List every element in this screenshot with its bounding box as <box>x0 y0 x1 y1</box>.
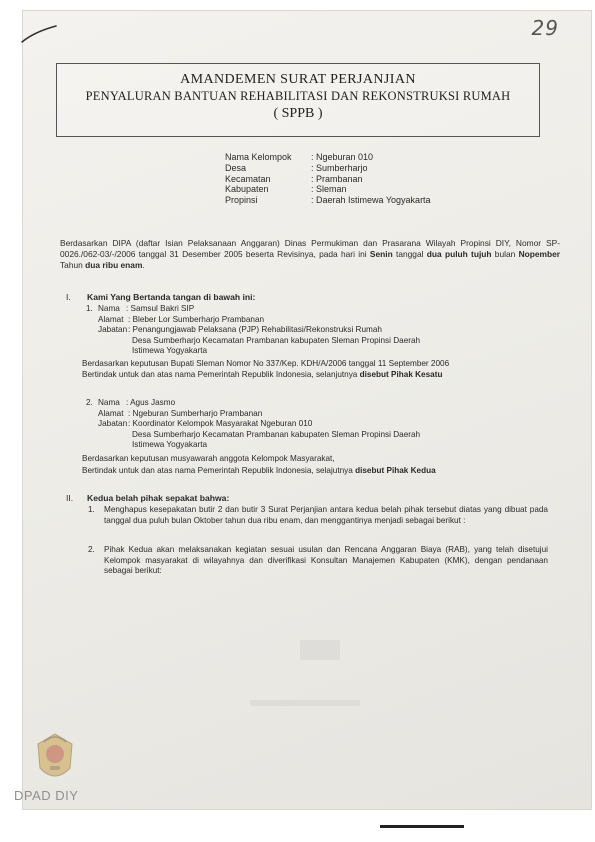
section-number: II. <box>66 493 74 503</box>
item-text: Pihak Kedua akan melaksanakan kegiatan sesuai usulan dan Rencana Anggaran Biaya (RAB), yang telah disetujui Kelompok masyarakat di wilayahnya dan diverifikasi Konsultan Manajemen Kabupaten (KMK), dengan pendanaan sebagai berikut: <box>104 545 548 576</box>
title-line-2: PENYALURAN BANTUAN REHABILITASI DAN REKONSTRUKSI RUMAH <box>85 89 511 103</box>
item-text: Menghapus kesepakatan butir 2 dan butir 3 Surat Perjanjian antara kedua belah pihak tersebut diatas yang dibuat pada tanggal dua puluh bulan Oktober tahun dua ribu enam, dan menggantinya menjadi sebagai berikut : <box>104 505 548 525</box>
field-label: Nama <box>98 398 120 407</box>
watermark: DPAD DIY <box>14 788 79 803</box>
acting-text: Bertindak untuk dan atas nama Pemerintah Republik Indonesia, selanjutnya <box>82 370 360 379</box>
info-label: Nama Kelompok <box>225 152 292 162</box>
field-value: Desa Sumberharjo Kecamatan Prambanan kabupaten Sleman Propinsi Daerah <box>132 335 421 345</box>
section-2-heading <box>66 493 229 503</box>
bleed-through-mark <box>300 640 340 660</box>
field-value: Istimewa Yogyakarta <box>132 346 208 356</box>
info-row <box>225 152 431 163</box>
info-row <box>225 163 431 174</box>
section-heading-text: Kedua belah pihak sepakat bahwa: <box>87 493 230 503</box>
field-value: : Bleber Lor Sumberharjo Prambanan <box>128 314 265 324</box>
dpad-seal-icon <box>30 730 80 786</box>
party-2-basis: Berdasarkan keputusan musyawarah anggota Kelompok Masyarakat, <box>82 454 335 463</box>
intro-month: Nopember <box>518 249 560 259</box>
info-value: : Daerah Istimewa Yogyakarta <box>311 195 431 206</box>
info-row <box>225 174 431 185</box>
info-value: : Sleman <box>311 184 347 195</box>
section-number: I. <box>66 292 71 302</box>
intro-day: Senin <box>369 249 393 259</box>
party-2 <box>88 398 488 451</box>
field-value: Desa Sumberharjo Kecamatan Prambanan kabupaten Sleman Propinsi Daerah <box>132 429 421 439</box>
bleed-through-mark <box>250 700 360 706</box>
title-line-1: AMANDEMEN SURAT PERJANJIAN <box>180 72 416 87</box>
intro-date: dua puluh tujuh <box>426 249 492 259</box>
intro-text: . <box>142 260 145 270</box>
field-label: Jabatan <box>98 325 128 335</box>
field-value: : Samsul Bakri SIP <box>126 304 195 313</box>
party-1-acting <box>82 370 542 381</box>
pen-stroke-mark <box>20 22 60 46</box>
info-row <box>225 195 431 206</box>
item-number: 1. <box>88 505 95 514</box>
party-row <box>88 430 488 441</box>
field-value: : Penangungjawab Pelaksana (PJP) Rehabilitasi/Rekonstruksi Rumah <box>128 325 382 335</box>
party-1 <box>88 304 488 357</box>
party-2-acting <box>82 466 542 477</box>
party-row <box>88 419 488 430</box>
field-value: Istimewa Yogyakarta <box>132 440 208 450</box>
party-row <box>88 409 488 420</box>
info-label: Kecamatan <box>225 173 271 184</box>
info-value: : Sumberharjo <box>311 162 368 173</box>
info-value: : Ngeburan 010 <box>311 152 374 162</box>
party-number: 1. <box>86 304 93 313</box>
intro-text: tanggal <box>392 249 427 259</box>
intro-text: Berdasarkan DIPA (daftar Isian Pelaksanaan Anggaran) Dinas Permukiman dan Prasarana Wilayah Propinsi DIY, Nomor SP-0026./062-03/-/2006 tanggal 31 Desember 2005 beserta Revisinya, pada hari ini <box>60 238 560 259</box>
bottom-rule <box>380 825 464 828</box>
field-label: Alamat <box>98 408 124 418</box>
agreement-item <box>88 545 548 577</box>
intro-text: bulan <box>491 249 519 259</box>
acting-role: disebut Pihak Kedua <box>355 466 436 475</box>
group-info <box>225 152 431 206</box>
intro-paragraph <box>60 238 560 271</box>
title-line-3: ( SPPB ) <box>273 106 323 121</box>
section-1-heading <box>66 292 255 302</box>
acting-role: disebut Pihak Kesatu <box>359 370 443 379</box>
party-row <box>88 440 488 451</box>
party-row <box>88 315 488 326</box>
field-label: Jabatan <box>98 419 128 429</box>
party-row <box>88 398 488 409</box>
party-row <box>88 325 488 336</box>
party-row <box>88 336 488 347</box>
info-label: Kabupaten <box>225 184 269 195</box>
acting-text: Bertindak untuk dan atas nama Pemerintah Republik Indonesia, selajutnya <box>82 466 356 475</box>
intro-text: Tahun <box>60 260 86 270</box>
field-value: : Agus Jasmo <box>126 398 176 407</box>
party-1-basis: Berdasarkan keputusan Bupati Sleman Nomor No 337/Kep. KDH/A/2006 tanggal 11 September 2006 <box>82 359 450 368</box>
section-heading-text: Kami Yang Bertanda tangan di bawah ini: <box>87 292 256 302</box>
field-label: Alamat <box>98 314 124 324</box>
info-value: : Prambanan <box>311 173 363 184</box>
field-label: Nama <box>98 304 120 313</box>
page-number: 29 <box>531 16 559 40</box>
info-row <box>225 184 431 195</box>
party-row <box>88 346 488 357</box>
info-label: Propinsi <box>225 195 258 206</box>
item-number: 2. <box>88 545 95 554</box>
info-label: Desa <box>225 162 247 173</box>
party-row <box>88 304 488 315</box>
title-box <box>56 63 540 137</box>
party-number: 2. <box>86 398 93 407</box>
agreement-item <box>88 505 548 526</box>
field-value: : Koordinator Kelompok Masyarakat Ngeburan 010 <box>128 419 313 429</box>
intro-year: dua ribu enam <box>85 260 143 270</box>
field-value: : Ngeburan Sumberharjo Prambanan <box>128 408 263 418</box>
